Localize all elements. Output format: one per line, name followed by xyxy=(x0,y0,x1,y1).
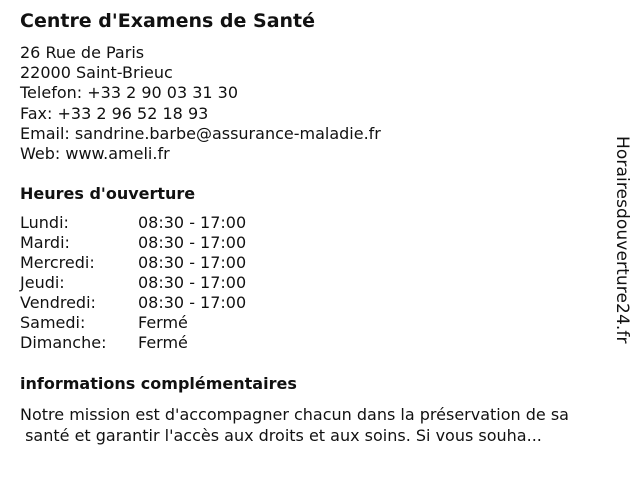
time-value: Fermé xyxy=(138,313,188,332)
day-label: Lundi: xyxy=(20,213,69,232)
fax-line: Fax: +33 2 96 52 18 93 xyxy=(20,103,209,123)
address-city: 22000 Saint-Brieuc xyxy=(20,63,173,83)
time-value: 08:30 - 17:00 xyxy=(138,213,247,232)
time-value: 08:30 - 17:00 xyxy=(138,233,247,252)
day-label: Samedi: xyxy=(20,313,86,332)
address-street: 26 Rue de Paris xyxy=(20,43,145,62)
day-label: Dimanche: xyxy=(20,333,107,352)
hours-row xyxy=(20,333,280,353)
contact-block xyxy=(20,43,381,164)
day-label: Mercredi: xyxy=(20,253,95,272)
description-line: Notre mission est d'accompagner chacun dans la préservation de sa xyxy=(20,405,569,424)
description-line: santé et garantir l'accès aux droits et aux soins. Si vous souha... xyxy=(20,426,542,445)
time-value: Fermé xyxy=(138,333,188,352)
page-title: Centre d'Examens de Santé xyxy=(20,10,316,32)
hours-row xyxy=(20,273,280,293)
hours-heading: Heures d'ouverture xyxy=(20,184,196,203)
web-line: Web: www.ameli.fr xyxy=(20,143,170,163)
day-label: Vendredi: xyxy=(20,293,96,312)
time-value: 08:30 - 17:00 xyxy=(138,293,247,312)
hours-table xyxy=(20,213,280,353)
hours-row xyxy=(20,293,280,313)
phone-line: Telefon: +33 2 90 03 31 30 xyxy=(20,83,239,103)
time-value: 08:30 - 17:00 xyxy=(138,253,247,272)
hours-row xyxy=(20,313,280,333)
info-heading: informations complémentaires xyxy=(20,374,297,393)
brand-watermark: Horairesdouverture24.fr xyxy=(612,136,632,344)
email-line: Email: sandrine.barbe@assurance-maladie.fr xyxy=(20,123,381,143)
hours-row xyxy=(20,213,280,233)
hours-row xyxy=(20,253,280,273)
hours-row xyxy=(20,233,280,253)
description xyxy=(20,404,620,446)
time-value: 08:30 - 17:00 xyxy=(138,273,247,292)
day-label: Mardi: xyxy=(20,233,70,252)
day-label: Jeudi: xyxy=(20,273,65,292)
